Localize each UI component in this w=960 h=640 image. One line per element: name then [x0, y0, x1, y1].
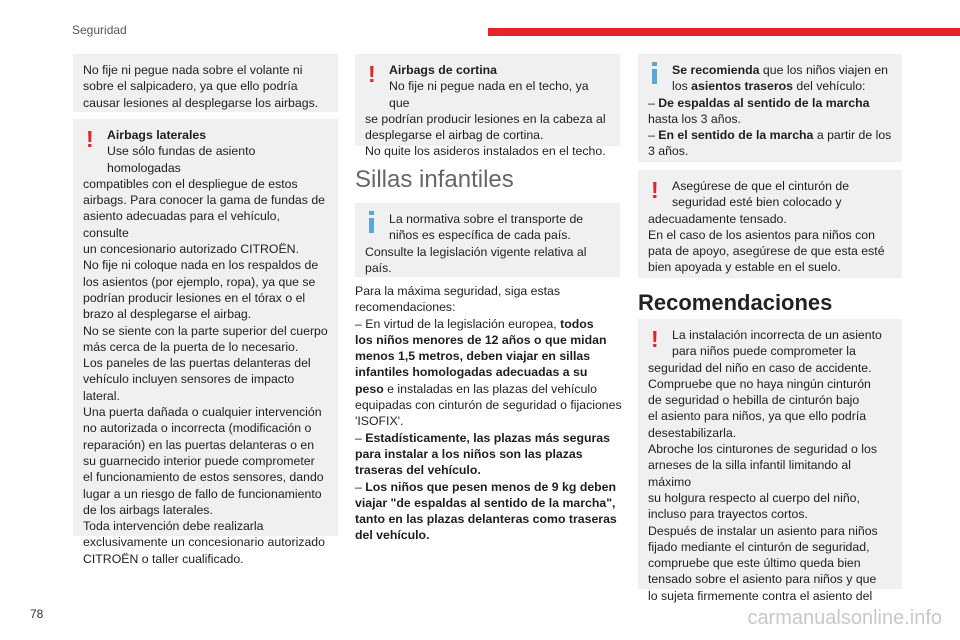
- text-line: podrían producir lesiones en el tórax o el: [83, 290, 306, 305]
- warning-icon: !: [86, 126, 94, 152]
- text-line: equipadas con cinturón de seguridad o fijaciones: [355, 398, 622, 413]
- side-airbags-first-line: Use sólo fundas de asiento homologadas: [107, 144, 256, 175]
- text-line: recomendaciones:: [355, 300, 456, 315]
- side-airbags-title: Airbags laterales: [107, 128, 207, 142]
- text-line: compruebe que este último queda bien: [648, 556, 861, 571]
- text-line: incluso para trayectos cortos.: [648, 507, 808, 522]
- info-text: que los niños viajen en: [759, 63, 889, 77]
- item-text: – En virtud de la legislación europea,: [355, 316, 561, 331]
- text-line: pata de apoyo, asegúrese de que esta esté: [648, 244, 885, 259]
- text-line: de los airbags laterales.: [83, 502, 213, 517]
- rear-seats-info-box: [638, 54, 902, 162]
- item-bold: del vehículo.: [355, 528, 430, 543]
- text-line: [355, 527, 625, 543]
- text-line: Compruebe que no haya ningún cinturón: [648, 376, 871, 391]
- header-accent-bar: [488, 28, 960, 36]
- info-line: La normativa sobre el transporte de: [389, 212, 584, 226]
- item-bold: todos: [560, 316, 594, 331]
- list-dash: –: [355, 479, 366, 494]
- text-line: país.: [365, 260, 392, 275]
- text-line: exclusivamente un concesionario autorizado: [83, 535, 325, 550]
- airbag-note-line: No fije ni pegue nada sobre el volante ni: [83, 63, 303, 77]
- warning-body: [648, 211, 893, 276]
- info-icon: [652, 62, 657, 84]
- text-line: los asientos (por ejemplo, ropa), ya que se: [83, 274, 316, 289]
- text-line: Abroche los cinturones de seguridad o los: [648, 442, 877, 457]
- info-bold: Se recomienda: [672, 63, 760, 77]
- text-line: asiento adecuadas para el vehículo, consulte: [83, 209, 280, 240]
- text-line: su guarnecido interior puede comprometer: [83, 453, 315, 468]
- text-line: No quite los asideros instalados en el techo.: [365, 144, 606, 159]
- text-line: Una puerta dañada o cualquier intervención: [83, 405, 322, 420]
- text-line: bien apoyada y estable en el suelo.: [648, 260, 841, 275]
- airbag-note-line: causar lesiones al desplegarse los airbags.: [83, 95, 319, 110]
- info-text: –: [648, 95, 659, 110]
- text-line: reparación) en las puertas delanteras o en: [83, 437, 315, 452]
- seatbelt-warning-box: [638, 170, 902, 278]
- item-bold: peso: [355, 381, 384, 396]
- text-line: menos 1,5 metros, deben viajar en sillas: [355, 349, 591, 364]
- text-line: [355, 430, 625, 446]
- text-line: su holgura respecto al cuerpo del niño,: [648, 490, 860, 505]
- text-line: el asiento para niños, ya que ello podría: [648, 409, 867, 424]
- warning-line: Asegúrese de que el cinturón de: [672, 179, 850, 193]
- installation-warning-box: [638, 319, 902, 603]
- text-line: airbags. Para conocer la gama de fundas de: [83, 193, 325, 208]
- text-line: no autorizada o incorrecta (modificación o: [83, 421, 312, 436]
- text-line: tensado sobre el asiento para niños y que: [648, 572, 877, 587]
- text-line: infantiles homologadas adecuadas a su: [355, 365, 588, 380]
- info-text: a partir de los: [813, 128, 892, 143]
- text-line: vehículo incluyen sensores de impacto: [83, 372, 295, 387]
- text-line: se podrían producir lesiones en la cabeza al: [365, 111, 606, 126]
- warning-icon: !: [651, 326, 659, 352]
- info-bold: En el sentido de la marcha: [658, 128, 814, 143]
- info-text: del vehículo:: [792, 79, 866, 94]
- text-line: desestabilizarla.: [648, 425, 737, 440]
- text-line: más cerca de la puerta de lo necesario.: [83, 339, 299, 354]
- text-line: Los paneles de las puertas delanteras del: [83, 356, 311, 371]
- text-line: [355, 446, 625, 462]
- text-line: seguridad del niño en caso de accidente.: [648, 360, 872, 375]
- airbag-note-box: [73, 54, 338, 112]
- text-line: En el caso de los asientos para niños con: [648, 227, 875, 242]
- warning-line: para niños puede comprometer la: [672, 344, 856, 359]
- warning-line: seguridad esté bien colocado y: [672, 195, 842, 210]
- info-text: hasta los 3 años.: [648, 111, 741, 126]
- text-line: [355, 479, 625, 495]
- text-line: brazo al desplegarse el airbag.: [83, 307, 252, 322]
- text-line: No fije ni coloque nada en los respaldos de: [83, 258, 319, 273]
- info-body: [365, 244, 611, 277]
- warning-icon: !: [651, 177, 659, 203]
- text-line: Consulte la legislación vigente relativa al: [365, 244, 587, 259]
- text-line: [355, 511, 625, 527]
- text-line: 'ISOFIX'.: [355, 414, 404, 429]
- text-line: No se siente con la parte superior del cuerpo: [83, 323, 328, 338]
- info-text: los: [672, 79, 692, 94]
- item-bold: tanto en las plazas delanteras como traseras: [355, 512, 617, 527]
- text-line: los niños menores de 12 años o que midan: [355, 332, 607, 347]
- curtain-airbags-title: Airbags de cortina: [389, 63, 497, 77]
- text-line: Toda intervención debe realizarla: [83, 519, 264, 534]
- item-bold: para instalar a los niños son las plazas: [355, 446, 583, 461]
- curtain-airbags-warning-box: [355, 54, 620, 159]
- text-line: Después de instalar un asiento para niños: [648, 523, 878, 538]
- text-line: un concesionario autorizado CITROËN.: [83, 242, 299, 257]
- item-bold: Estadísticamente, las plazas más seguras: [365, 430, 610, 445]
- text-line: [355, 495, 625, 511]
- info-text: 3 años.: [648, 144, 689, 159]
- running-header: Seguridad: [72, 23, 127, 37]
- item-text: e instaladas en las plazas del vehículo: [383, 381, 597, 396]
- info-text: –: [648, 128, 659, 143]
- text-line: [355, 462, 625, 478]
- section-heading-child-seats: Sillas infantiles: [355, 166, 514, 193]
- curtain-airbags-first-line: No fije ni pegue nada en el techo, ya que: [389, 79, 589, 110]
- text-line: lugar a un riesgo de fallo de funcionamiento: [83, 486, 322, 501]
- info-bold: asientos traseros: [691, 79, 793, 94]
- page-number: 78: [30, 607, 44, 621]
- side-airbags-body: [83, 176, 329, 567]
- child-seat-recommendations: [355, 283, 625, 544]
- curtain-airbags-body: [365, 111, 611, 160]
- section-heading-recommendations: Recomendaciones: [638, 290, 833, 315]
- text-line: lateral.: [83, 388, 120, 403]
- info-icon: [369, 211, 374, 233]
- text-line: el funcionamiento de estos sensores, dando: [83, 470, 324, 485]
- warning-line: La instalación incorrecta de un asiento: [672, 328, 882, 342]
- list-dash: –: [355, 430, 366, 445]
- text-line: desplegarse el airbag de cortina.: [365, 128, 544, 143]
- text-line: fijado mediante el cinturón de seguridad,: [648, 539, 870, 554]
- text-line: lo sujeta firmemente contra el asiento del: [648, 588, 873, 603]
- warning-icon: !: [368, 61, 376, 87]
- text-line: adecuadamente tensado.: [648, 211, 787, 226]
- text-line: de seguridad o hebilla de cinturón bajo: [648, 393, 860, 408]
- text-line: CITROËN o taller cualificado.: [83, 551, 244, 566]
- item-bold: viajar "de espaldas al sentido de la marcha",: [355, 495, 616, 510]
- text-line: compatibles con el despliegue de estos: [83, 176, 298, 191]
- side-airbags-warning-box: [73, 119, 338, 566]
- item-bold: traseras del vehículo.: [355, 463, 481, 478]
- info-bold: De espaldas al sentido de la marcha: [658, 95, 870, 110]
- legislation-info-box: [355, 203, 620, 277]
- warning-body: [648, 360, 893, 604]
- airbag-note-line: sobre el salpicadero, ya que ello podría: [83, 79, 298, 94]
- text-line: arneses de la silla infantil limitando al máximo: [648, 458, 852, 489]
- watermark: carmanualsonline.info: [747, 607, 942, 629]
- info-line: niños es específica de cada país.: [389, 228, 571, 243]
- item-bold: Los niños que pesen menos de 9 kg deben: [365, 479, 617, 494]
- text-line: Para la máxima seguridad, siga estas: [355, 284, 561, 298]
